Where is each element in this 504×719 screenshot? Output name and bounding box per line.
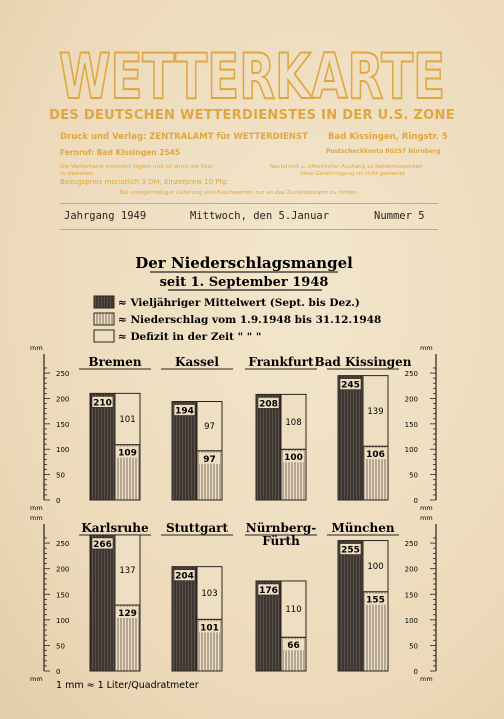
bar-mean	[172, 567, 197, 671]
bar-mean-label: 194	[175, 406, 194, 417]
y-tick-label-right: 0	[413, 497, 418, 505]
bar-actual-label: 109	[118, 448, 137, 459]
y-tick-label-left: 100	[56, 616, 70, 625]
y-axis-unit-bottom-right: mm	[420, 504, 433, 512]
bar-deficit-label: 108	[285, 417, 302, 428]
legend-label-deficit: ≈ Defizit in der Zeit " " "	[118, 331, 262, 343]
station-name: Kassel	[175, 355, 219, 369]
y-tick-label-right: 100	[404, 616, 418, 625]
bar-deficit-label: 100	[367, 562, 384, 573]
bar-mean	[256, 394, 281, 500]
bar-deficit-label: 97	[204, 422, 215, 433]
station-name: Frankfurt	[248, 355, 314, 369]
station-name: Bad Kissingen	[314, 355, 412, 369]
bar-mean-label: 255	[341, 545, 360, 556]
bar-actual-label: 155	[366, 595, 385, 606]
y-tick-label-right: 200	[404, 565, 418, 574]
legend-label-mean: ≈ Vieljähriger Mittelwert (Sept. bis Dez.)	[118, 297, 360, 309]
y-tick-label-left: 50	[56, 642, 65, 651]
y-tick-label-left: 150	[56, 420, 70, 429]
y-tick-label-left: 200	[56, 565, 70, 574]
bar-deficit-label: 110	[285, 605, 302, 616]
y-tick-label-left: 0	[56, 668, 61, 676]
bar-mean-label: 204	[175, 571, 194, 582]
delivery-note: Bei unregelmäßiger Lieferung sind Beschwerden nur an das Zustellpostamt zu richten.	[120, 190, 359, 196]
y-tick-label-right: 100	[404, 446, 418, 455]
legend-swatch-deficit	[94, 330, 114, 342]
y-axis-unit-bottom-right: mm	[420, 675, 433, 683]
bar-mean-label: 266	[93, 539, 112, 550]
legend-swatch-mean	[94, 296, 114, 308]
issue-number: Nummer 5	[374, 210, 425, 222]
legend-swatch-actual	[94, 313, 114, 325]
note-left-1: Die Wetterkarte erscheint täglich und ist durch die Post	[60, 164, 213, 170]
phone-number: Fernruf: Bad Kissingen 2545	[60, 148, 181, 157]
bar-mean-label: 208	[259, 399, 278, 410]
y-tick-label-right: 250	[404, 540, 418, 549]
bar-mean-label: 245	[341, 380, 360, 391]
y-tick-label-right: 250	[404, 370, 418, 379]
y-tick-label-left: 250	[56, 370, 70, 379]
station-name: Bremen	[88, 355, 142, 369]
issue-date: Mittwoch, den 5.Januar	[190, 210, 330, 222]
y-tick-label-left: 100	[56, 446, 70, 455]
y-axis-unit-bottom-left: mm	[30, 504, 43, 512]
station-name: Stuttgart	[165, 521, 229, 535]
bar-actual-label: 66	[287, 641, 300, 652]
y-tick-label-left: 50	[56, 471, 65, 480]
publisher-line: Druck und Verlag: ZENTRALAMT für WETTERDIENST	[60, 132, 308, 142]
bar-deficit-label: 101	[119, 415, 136, 426]
bar-actual-label: 106	[366, 450, 385, 461]
y-axis-unit-bottom-left: mm	[30, 675, 43, 683]
bar-deficit-label: 103	[201, 588, 218, 599]
bar-mean	[90, 535, 115, 671]
y-tick-label-right: 50	[409, 471, 418, 480]
y-axis-unit-left: mm	[30, 344, 43, 352]
bar-mean	[338, 541, 363, 671]
bar-actual-label: 129	[118, 609, 137, 620]
station-name-line2: Fürth	[262, 534, 300, 548]
y-tick-label-left: 200	[56, 395, 70, 404]
y-tick-label-right: 0	[413, 668, 418, 676]
station-name: Nürnberg-	[245, 521, 317, 535]
masthead-subtitle: DES DEUTSCHEN WETTERDIENSTES IN DER U.S. ZONE	[49, 108, 455, 123]
masthead-title: WETTERKARTE	[59, 44, 445, 106]
y-tick-label-right: 50	[409, 642, 418, 651]
bar-deficit-label: 137	[119, 565, 136, 576]
station-name: München	[331, 521, 395, 535]
y-axis-unit-right: mm	[420, 514, 433, 522]
bar-actual-label: 101	[200, 623, 219, 634]
y-tick-label-left: 150	[56, 591, 70, 600]
price-note: Bezugspreis monatlich 3 DM, Einzelpreis 10 Pfg.	[60, 178, 229, 186]
note-left-2: zu beziehen.	[60, 171, 95, 177]
y-tick-label-right: 200	[404, 395, 418, 404]
y-tick-label-left: 0	[56, 497, 61, 505]
legend-label-actual: ≈ Niederschlag vom 1.9.1948 bis 31.12.1948	[118, 314, 382, 326]
chart-footnote: 1 mm ≈ 1 Liter/Quadratmeter	[56, 680, 199, 691]
chart-title: Der Niederschlagsmangel	[135, 254, 353, 272]
bar-deficit-label: 139	[367, 406, 384, 417]
bar-mean-label: 176	[259, 585, 278, 596]
station-name: Karlsruhe	[81, 521, 149, 535]
y-axis-unit-left: mm	[30, 514, 43, 522]
y-axis-unit-right: mm	[420, 344, 433, 352]
postal-account: Postscheckkonto 80257 Nürnberg	[326, 148, 441, 155]
bar-actual-label: 100	[284, 453, 303, 464]
y-tick-label-right: 150	[404, 591, 418, 600]
bar-mean	[90, 393, 115, 500]
issue-year: Jahrgang 1949	[64, 210, 147, 222]
y-tick-label-right: 150	[404, 420, 418, 429]
bar-actual-label: 97	[203, 454, 216, 465]
bar-mean-label: 210	[93, 398, 112, 409]
y-tick-label-left: 250	[56, 540, 70, 549]
note-right-1: Nachdruck u. öffentlicher Aushang zu Reklamezwecken	[270, 164, 423, 170]
publisher-address: Bad Kissingen, Ringstr. 5	[328, 132, 448, 142]
bar-mean	[338, 376, 363, 500]
note-right-2: ohne Genehmigung ist nicht gestattet	[300, 171, 405, 177]
chart-subtitle: seit 1. September 1948	[159, 275, 329, 290]
